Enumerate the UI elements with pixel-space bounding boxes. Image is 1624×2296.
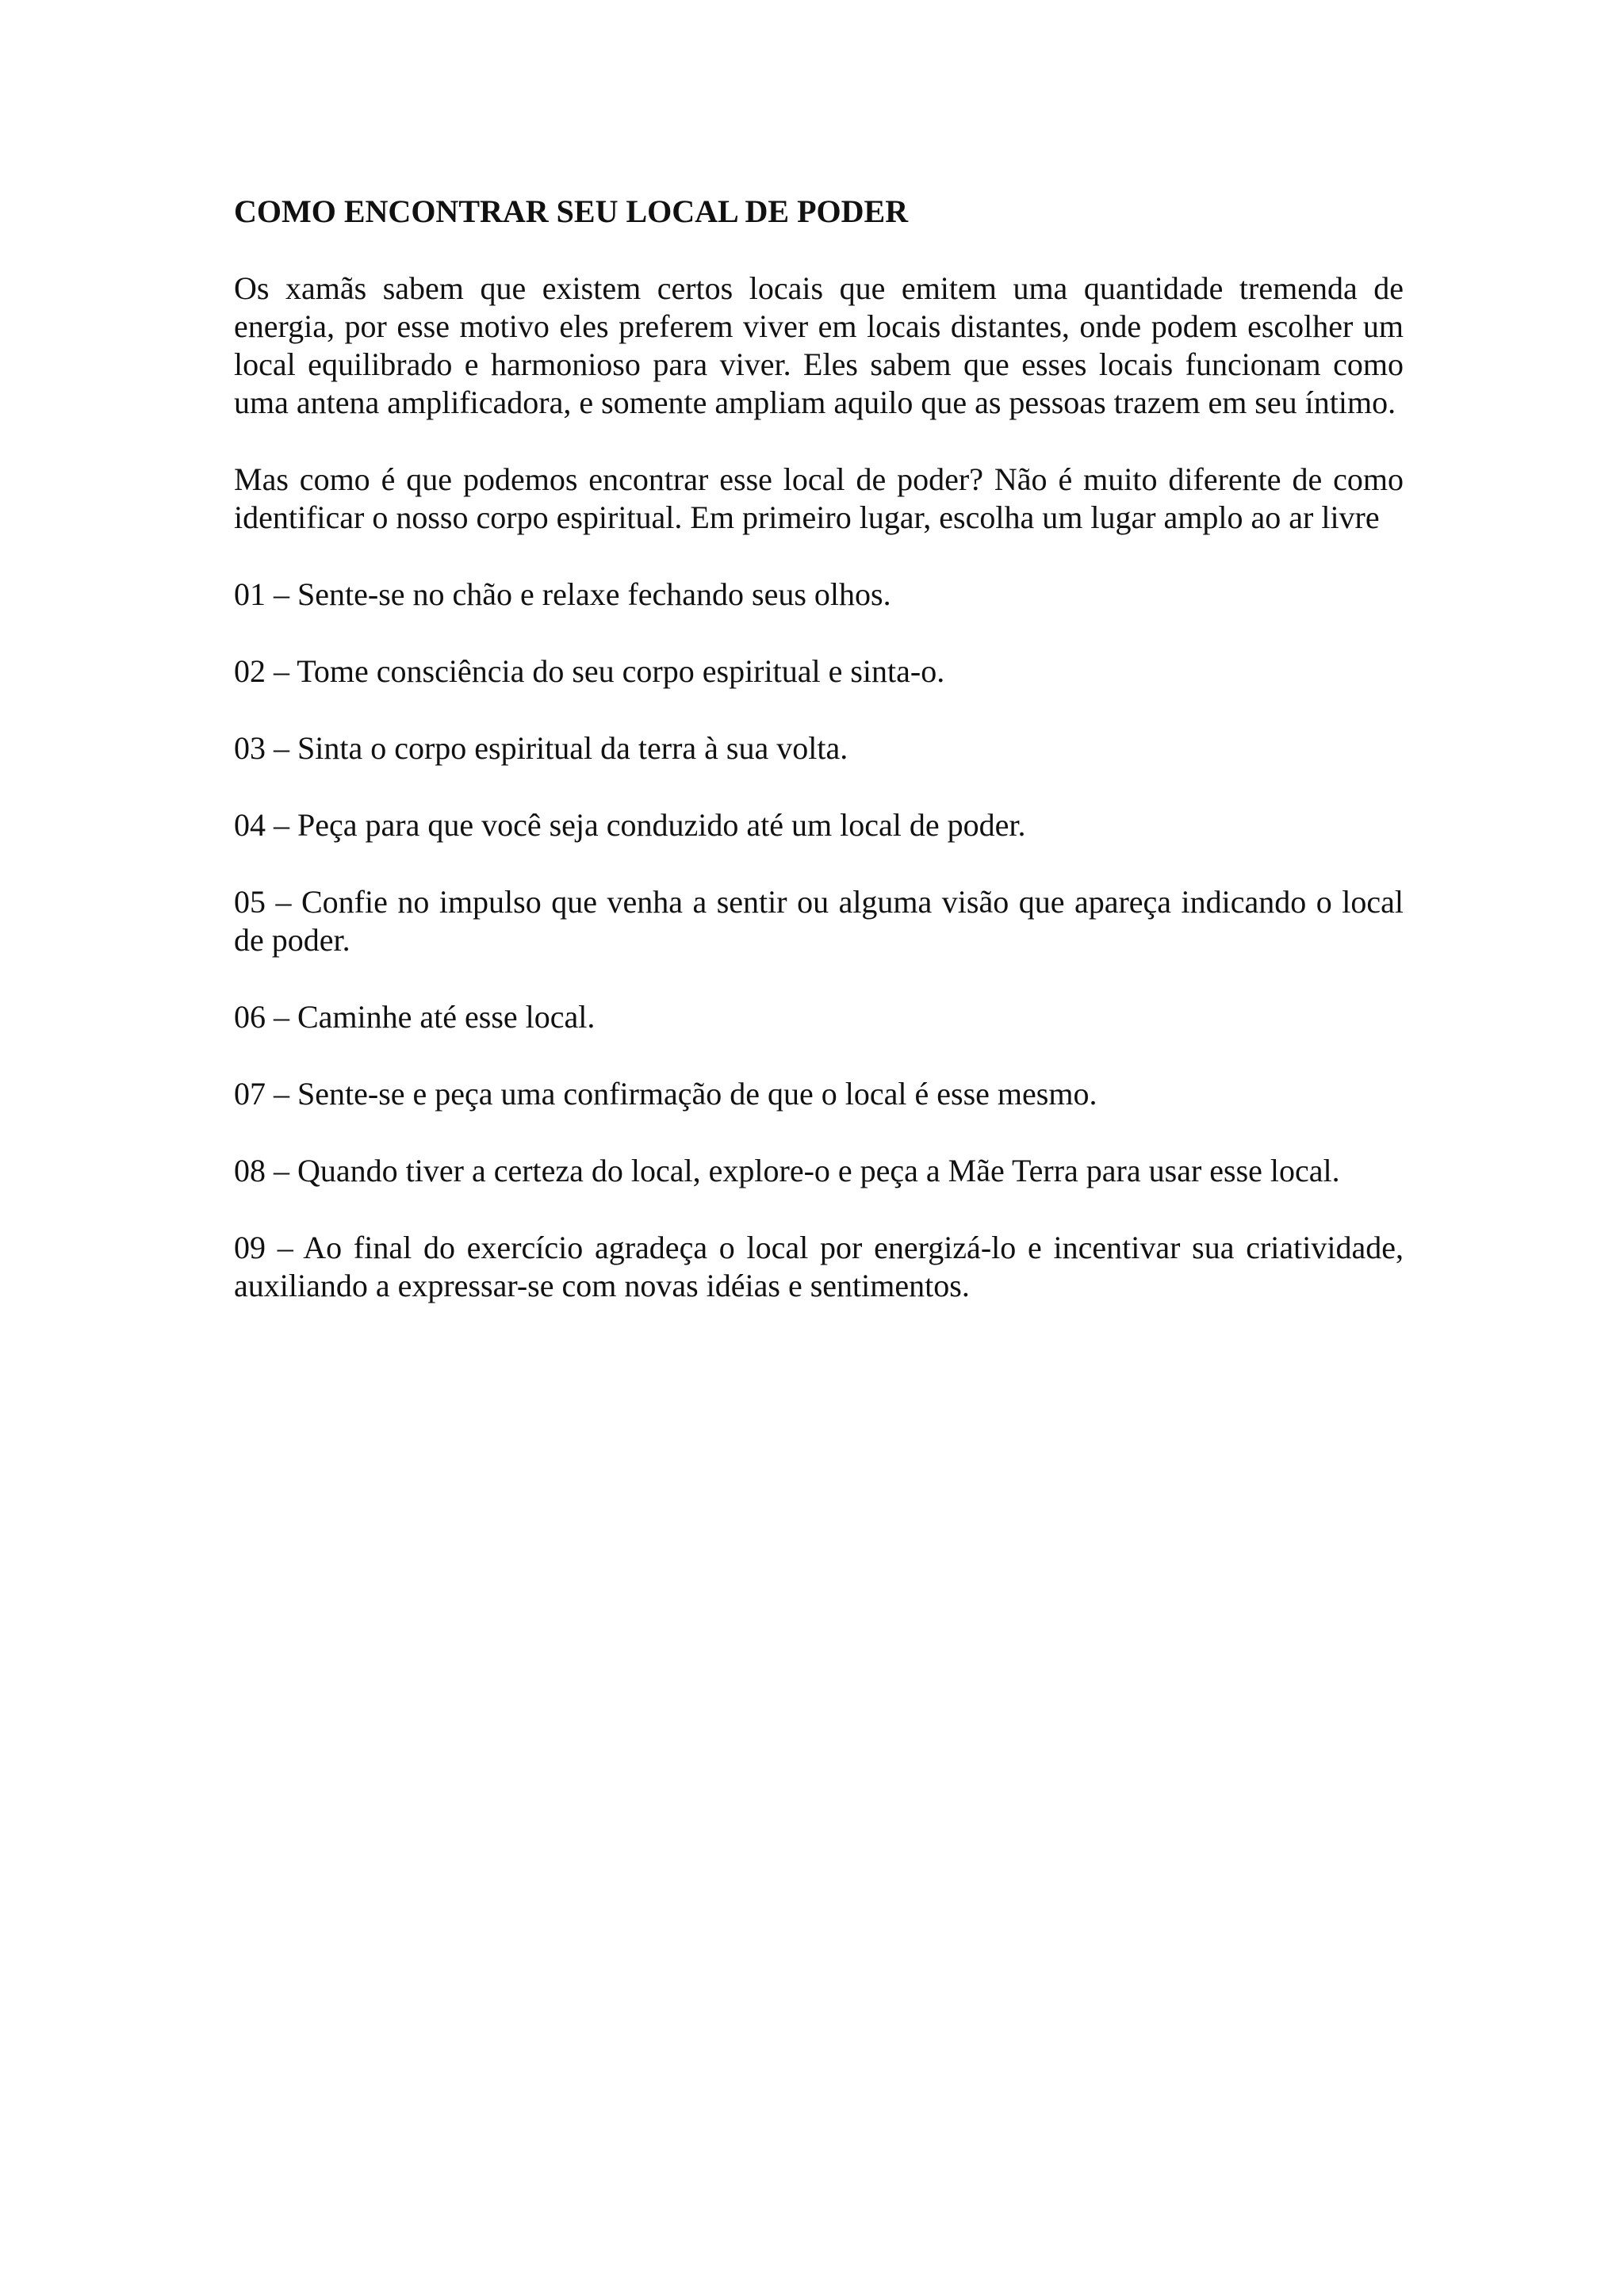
step-02: 02 – Tome consciência do seu corpo espiritual e sinta-o. — [234, 653, 945, 689]
paragraph-question: Mas como é que podemos encontrar esse local de poder? Não é muito diferente de como identificar o nosso corpo espiritual. Em primeiro lugar, escolha um lugar amplo ao ar livre — [234, 461, 1404, 535]
step-06: 06 – Caminhe até esse local. — [234, 999, 596, 1035]
step-09: 09 – Ao final do exercício agradeça o local por energizá-lo e incentivar sua criatividade, auxiliando a expressar-se com novas idéias e sentimentos. — [234, 1230, 1404, 1303]
step-01: 01 – Sente-se no chão e relaxe fechando seus olhos. — [234, 576, 891, 612]
step-03: 03 – Sinta o corpo espiritual da terra à sua volta. — [234, 730, 848, 766]
paragraph-intro: Os xamãs sabem que existem certos locais que emitem uma quantidade tremenda de energia, por esse motivo eles preferem viver em locais distantes, onde podem escolher um local equilibrado e harmonioso para viver. Eles sabem que esses locais funcionam como uma antena amplificadora, e somente ampliam aquilo que as pessoas trazem em seu íntimo. — [234, 270, 1404, 420]
step-07: 07 – Sente-se e peça uma confirmação de que o local é esse mesmo. — [234, 1076, 1097, 1112]
document-body — [234, 193, 1404, 1344]
step-08: 08 – Quando tiver a certeza do local, explore-o e peça a Mãe Terra para usar esse local. — [234, 1153, 1340, 1188]
step-05: 05 – Confie no impulso que venha a sentir ou alguma visão que apareça indicando o local de poder. — [234, 884, 1404, 958]
document-title: COMO ENCONTRAR SEU LOCAL DE PODER — [234, 193, 909, 229]
step-04: 04 – Peça para que você seja conduzido até um local de poder. — [234, 807, 1026, 843]
